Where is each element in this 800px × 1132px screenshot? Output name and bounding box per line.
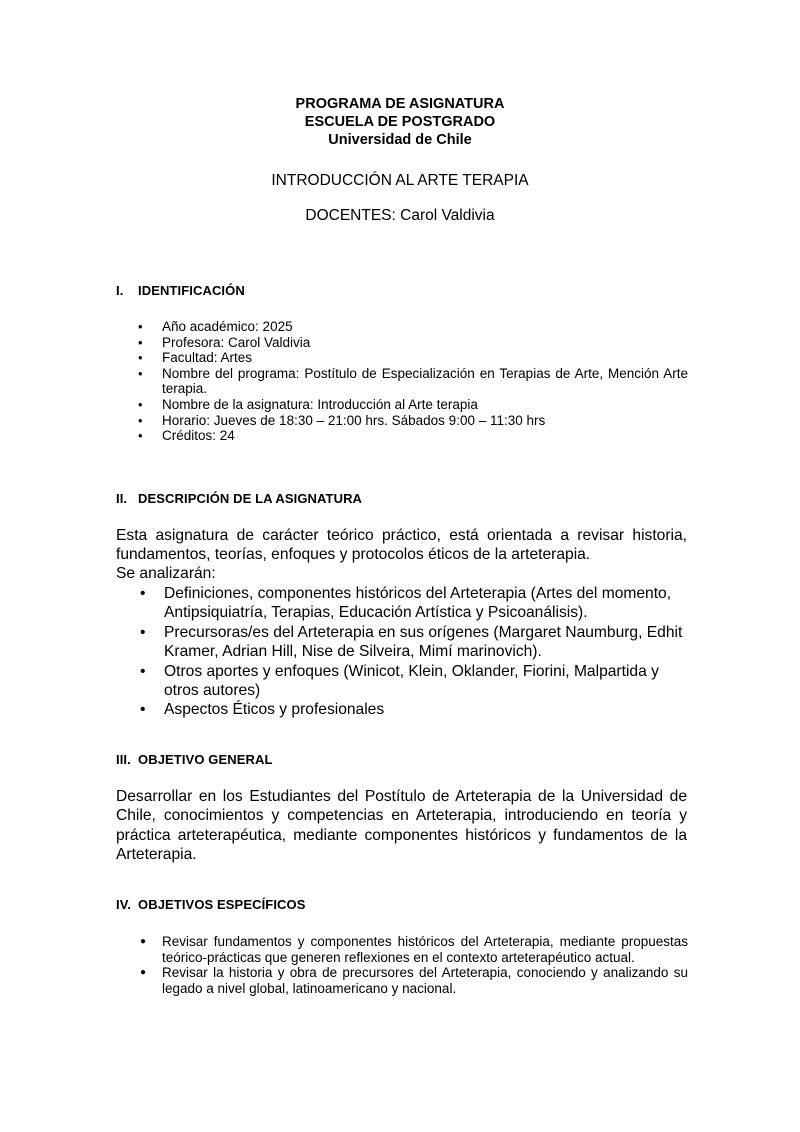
document-header bbox=[0, 95, 800, 149]
section-descripcion-heading bbox=[116, 491, 362, 506]
header-university-label: Universidad de Chile bbox=[328, 132, 472, 148]
section-objetivos-especificos-heading bbox=[116, 897, 306, 912]
objetivo-general-text: Desarrollar en los Estudiantes del Postítulo de Arteterapia de la Universidad de Chile, conocimientos y competencias en Arteterapia, introduciendo en teoría y práctica arteterapéutica, mediante componentes históricos y fundamentos de la Arteterapia. bbox=[116, 788, 687, 863]
course-title: INTRODUCCIÓN AL ARTE TERAPIA bbox=[271, 172, 529, 189]
docentes-line: DOCENTES: Carol Valdivia bbox=[305, 207, 495, 224]
section-title: DESCRIPCIÓN DE LA ASIGNATURA bbox=[138, 491, 363, 506]
section-identificacion-heading bbox=[116, 283, 245, 298]
identificacion-list bbox=[138, 319, 688, 444]
list-item: • Año académico: 2025 bbox=[138, 319, 688, 335]
list-item: • Créditos: 24 bbox=[138, 428, 688, 444]
descripcion-list bbox=[140, 584, 688, 720]
descripcion-lead: Se analizarán: bbox=[116, 565, 216, 582]
header-school-label: ESCUELA DE POSTGRADO bbox=[304, 114, 496, 130]
list-item: • Otros aportes y enfoques (Winicot, Klein, Oklander, Fiorini, Malpartida y otros autores) bbox=[140, 662, 688, 701]
list-item: • Definiciones, componentes históricos del Arteterapia (Artes del momento, Antipsiquiatría, Terapias, Educación Artística y Psicoanálisis). bbox=[140, 584, 688, 623]
objetivos-especificos-list bbox=[140, 934, 688, 996]
list-item: ● Revisar la historia y obra de precursores del Arteterapia, conociendo y analizando su legado a nivel global, latinoamericano y nacional. bbox=[140, 965, 688, 996]
list-item: • Profesora: Carol Valdivia bbox=[138, 335, 688, 351]
list-item: • Precursoras/es del Arteterapia en sus orígenes (Margaret Naumburg, Edhit Kramer, Adrian Hill, Nise de Silveira, Mimí marinovich). bbox=[140, 623, 688, 662]
section-number: III. bbox=[116, 752, 131, 767]
header-program-label: PROGRAMA DE ASIGNATURA bbox=[295, 96, 505, 112]
list-item: ● Revisar fundamentos y componentes históricos del Arteterapia, mediante propuestas teórico-prácticas que generen reflexiones en el contexto arteterapéutico actual. bbox=[140, 934, 688, 965]
section-title: OBJETIVO GENERAL bbox=[138, 752, 273, 767]
list-item: • Nombre del programa: Postítulo de Especialización en Terapias de Arte, Mención Arte terapia. bbox=[138, 366, 688, 397]
section-objetivo-general-heading bbox=[116, 752, 273, 767]
section-number: I. bbox=[116, 283, 124, 298]
list-item: • Nombre de la asignatura: Introducción al Arte terapia bbox=[138, 397, 688, 413]
descripcion-intro: Esta asignatura de carácter teórico práctico, está orientada a revisar historia, fundamentos, teorías, enfoques y protocolos éticos de la arteterapia. bbox=[116, 527, 687, 564]
section-number: II. bbox=[116, 491, 128, 506]
section-number: IV. bbox=[116, 897, 132, 912]
list-item: • Facultad: Artes bbox=[138, 350, 688, 366]
section-title: OBJETIVOS ESPECÍFICOS bbox=[138, 897, 306, 912]
section-title: IDENTIFICACIÓN bbox=[138, 283, 245, 298]
list-item: • Horario: Jueves de 18:30 – 21:00 hrs. Sábados 9:00 – 11:30 hrs bbox=[138, 413, 688, 429]
list-item: • Aspectos Éticos y profesionales bbox=[140, 700, 688, 719]
